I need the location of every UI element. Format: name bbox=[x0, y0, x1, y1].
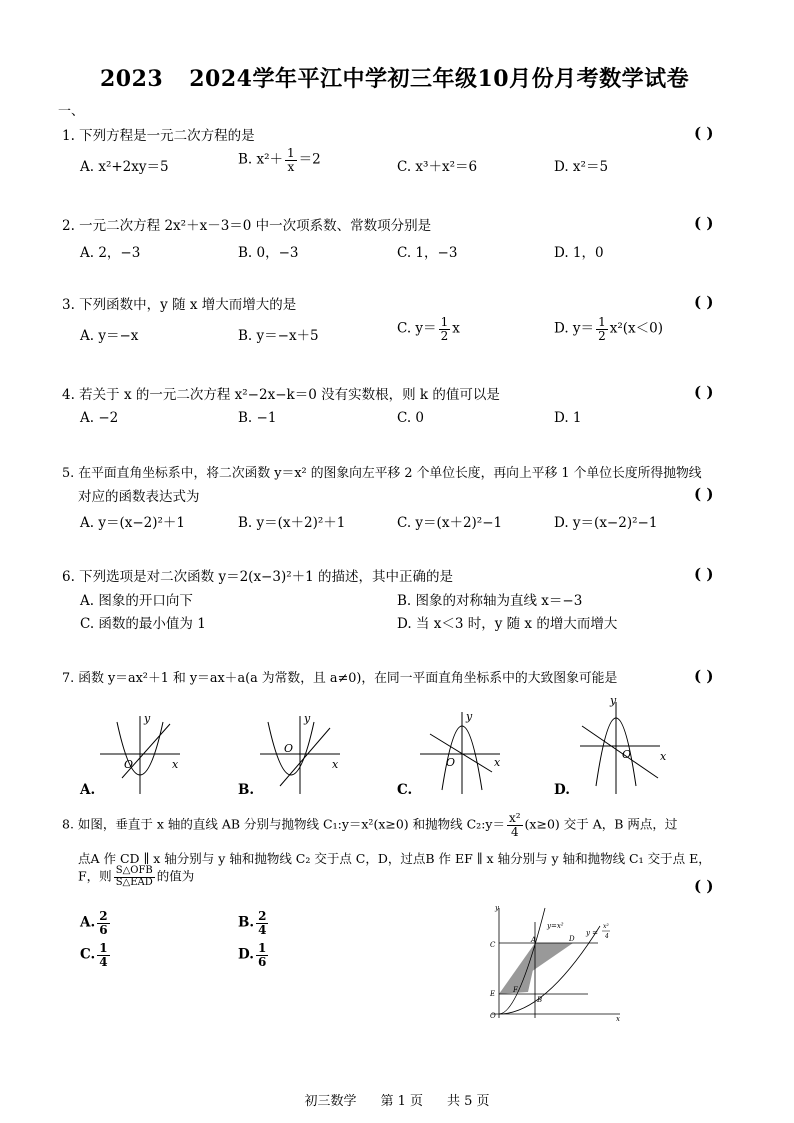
q3-c-frac bbox=[439, 316, 451, 342]
q8-e-label: E bbox=[490, 990, 496, 998]
q5-option-a: A. y＝(x−2)²＋1 bbox=[80, 515, 186, 531]
q8-a-num: 2 bbox=[99, 909, 108, 923]
q7-c-origin: O bbox=[446, 756, 456, 769]
q7-stem: 7. 函数 y＝ax²＋1 和 y＝ax＋a(a 为常数，且 a≠0)，在同一平面直角坐标系中的大致图象可能是 bbox=[62, 671, 618, 686]
q6-option-b: B. 图象的对称轴为直线 x＝−3 bbox=[397, 593, 583, 609]
q3-option-a: A. y＝−x bbox=[80, 328, 139, 344]
q1-b-num: 1 bbox=[287, 146, 295, 160]
q7-graph-c bbox=[420, 712, 500, 794]
q7-d-origin: O bbox=[622, 748, 632, 761]
q8-line1-pre: 8. 如图，垂直于 x 轴的直线 AB 分别与抛物线 C₁:y＝x²(x≥0) 和抛物线 C₂:y＝ bbox=[62, 816, 505, 832]
q5-option-d: D. y＝(x−2)²−1 bbox=[554, 515, 658, 531]
title-year-start: 2023 bbox=[100, 66, 164, 92]
q3-option-d bbox=[554, 316, 663, 342]
q8-d-frac bbox=[256, 942, 268, 968]
q6-stem: 6. 下列选项是对二次函数 y＝2(x−3)²＋1 的描述，其中正确的是 bbox=[62, 569, 454, 585]
q1-option-c: C. x³＋x²＝6 bbox=[397, 159, 478, 175]
q8-option-d bbox=[238, 942, 270, 968]
q3-c-num: 1 bbox=[440, 315, 449, 329]
q1-b-pre: B. x²＋ bbox=[238, 151, 284, 168]
q7-a-x-label: x bbox=[172, 758, 179, 771]
title-rest: 2024学年平江中学初三年级10月份月考数学试卷 bbox=[189, 66, 690, 92]
q8-a-den: 6 bbox=[99, 922, 108, 937]
q7-option-b: B. bbox=[238, 782, 255, 798]
q3-option-c bbox=[397, 316, 460, 342]
q8-line3-pre: F，则 bbox=[78, 868, 112, 884]
q8-c-num: 1 bbox=[99, 941, 108, 955]
q4-option-a: A. −2 bbox=[80, 410, 119, 426]
q3-d-post: x²(x＜0) bbox=[609, 320, 663, 337]
q8-b-den: 4 bbox=[258, 922, 267, 937]
q8-line3-num: S△OFB bbox=[114, 866, 155, 878]
q7-d-x-label: x bbox=[660, 750, 667, 763]
q1-answer-paren: ( ) bbox=[694, 124, 714, 142]
q8-x-label: x bbox=[616, 1015, 620, 1023]
q8-option-b bbox=[238, 910, 270, 936]
q7-c-x-label: x bbox=[494, 756, 501, 769]
q2-answer-paren: ( ) bbox=[694, 214, 714, 232]
q4-option-b: B. −1 bbox=[238, 410, 277, 426]
q3-answer-paren: ( ) bbox=[694, 293, 714, 311]
q7-option-a: A. bbox=[80, 782, 96, 798]
q7-option-d: D. bbox=[554, 782, 570, 798]
q8-y-label: y bbox=[495, 904, 499, 912]
q8-d-label: D bbox=[569, 935, 575, 943]
q3-d-den: 2 bbox=[598, 328, 606, 343]
q3-d-pre: D. y＝ bbox=[554, 320, 595, 337]
q8-option-c bbox=[80, 942, 112, 968]
q7-graph-a bbox=[100, 716, 180, 794]
q8-a-pre: A. bbox=[80, 914, 96, 931]
q7-a-y-label: y bbox=[144, 712, 151, 725]
q8-c1-label: y=x² bbox=[547, 922, 564, 930]
footer-total: 共 5 页 bbox=[447, 1094, 490, 1109]
q7-b-line bbox=[280, 728, 330, 786]
q7-graph-b bbox=[260, 716, 340, 794]
q7-b-x-label: x bbox=[332, 758, 339, 771]
q8-line3-den: S△EAD bbox=[115, 876, 153, 888]
q3-option-b: B. y＝−x＋5 bbox=[238, 328, 319, 344]
page-footer bbox=[0, 1090, 794, 1109]
q8-line3-frac bbox=[114, 866, 155, 888]
q8-option-a bbox=[80, 910, 112, 936]
q2-option-c: C. 1，−3 bbox=[397, 245, 458, 261]
q8-stem-line1 bbox=[62, 812, 677, 838]
q8-a-frac bbox=[97, 910, 109, 936]
section-heading: 一、 bbox=[58, 104, 85, 119]
q1-option-a: A. x²+2xy＝5 bbox=[80, 159, 169, 175]
q7-option-c: C. bbox=[397, 782, 413, 798]
q7-b-origin: O bbox=[284, 742, 294, 755]
q1-option-d: D. x²＝5 bbox=[554, 159, 609, 175]
q8-stem-line3 bbox=[78, 866, 194, 888]
q5-option-b: B. y＝(x＋2)²＋1 bbox=[238, 515, 346, 531]
q8-triangle-ead bbox=[499, 943, 573, 994]
q8-b-label: B bbox=[537, 996, 543, 1004]
page-title bbox=[100, 62, 689, 93]
q1-stem: 1. 下列方程是一元二次方程的是 bbox=[62, 128, 255, 144]
q4-option-c: C. 0 bbox=[397, 410, 425, 426]
q8-o-label: O bbox=[490, 1012, 496, 1020]
q8-c2-label-num: x² bbox=[603, 923, 609, 930]
q5-stem-line1: 5. 在平面直角坐标系中，将二次函数 y＝x² 的图象向左平移 2 个单位长度，再向上平移 1 个单位长度所得抛物线 bbox=[62, 466, 702, 481]
q8-a-label: A bbox=[531, 936, 537, 944]
q6-answer-paren: ( ) bbox=[694, 565, 714, 583]
q6-option-a: A. 图象的开口向下 bbox=[80, 593, 193, 609]
q5-option-c: C. y＝(x＋2)²−1 bbox=[397, 515, 503, 531]
q8-line3-post: 的值为 bbox=[156, 868, 195, 884]
q4-option-d: D. 1 bbox=[554, 410, 582, 426]
q8-c2-label-pre: y = bbox=[586, 929, 599, 937]
q7-d-y-label: y bbox=[610, 694, 617, 707]
q8-line1-den: 4 bbox=[510, 824, 519, 839]
q8-b-frac bbox=[256, 910, 268, 936]
q8-line1-post: (x≥0) 交于 A，B 两点，过 bbox=[524, 816, 678, 832]
footer-subject: 初三数学 bbox=[304, 1094, 357, 1109]
q8-b-num: 2 bbox=[258, 909, 267, 923]
q8-curve-c2 bbox=[499, 926, 600, 1014]
q1-b-post: ＝2 bbox=[298, 151, 321, 168]
q7-c-line bbox=[430, 734, 492, 772]
q3-d-frac bbox=[596, 316, 608, 342]
q5-stem-line2: 对应的函数表达式为 bbox=[78, 489, 200, 505]
q2-option-a: A. 2，−3 bbox=[80, 245, 141, 261]
q1-b-frac bbox=[285, 147, 297, 173]
q8-f-label: F bbox=[513, 986, 518, 994]
q1-option-b bbox=[238, 147, 321, 173]
q8-c-den: 4 bbox=[99, 954, 108, 969]
q2-stem: 2. 一元二次方程 2x²＋x－3＝0 中一次项系数、常数项分别是 bbox=[62, 218, 432, 234]
q1-b-den: x bbox=[287, 159, 295, 174]
q5-answer-paren: ( ) bbox=[694, 485, 714, 503]
q8-d-num: 1 bbox=[257, 941, 267, 955]
q8-figure bbox=[470, 900, 630, 1025]
q4-stem: 4. 若关于 x 的一元二次方程 x²−2x−k＝0 没有实数根，则 k 的值可以是 bbox=[62, 387, 500, 403]
q8-line1-num: x² bbox=[508, 811, 521, 825]
q8-c2-label-den: 4 bbox=[605, 933, 609, 940]
q3-c-pre: C. y＝ bbox=[397, 320, 437, 337]
q8-c-label: C bbox=[490, 941, 496, 949]
q3-c-post: x bbox=[452, 320, 460, 337]
q8-d-pre: D. bbox=[238, 946, 254, 963]
q8-stem-line2: 点A 作 CD ∥ x 轴分别与 y 轴和抛物线 C₂ 交于点 C，D，过点B 作 EF ∥ x 轴分别与 y 轴和抛物线 C₁ 交于点 E， bbox=[78, 851, 711, 866]
q7-c-y-label: y bbox=[466, 710, 473, 723]
q7-d-line bbox=[582, 726, 658, 778]
q8-c-frac bbox=[97, 942, 109, 968]
q2-option-d: D. 1，0 bbox=[554, 245, 604, 261]
q8-line1-frac bbox=[507, 812, 523, 838]
q6-option-c: C. 函数的最小值为 1 bbox=[80, 616, 206, 632]
q7-b-y-label: y bbox=[304, 712, 311, 725]
q3-c-den: 2 bbox=[440, 328, 449, 343]
q3-stem: 3. 下列函数中，y 随 x 增大而增大的是 bbox=[62, 297, 297, 313]
q8-b-pre: B. bbox=[238, 914, 255, 931]
q7-answer-paren: ( ) bbox=[694, 667, 714, 685]
q7-graph-d bbox=[580, 702, 660, 794]
q2-option-b: B. 0，−3 bbox=[238, 245, 299, 261]
q6-option-d: D. 当 x＜3 时，y 随 x 的增大而增大 bbox=[397, 616, 618, 632]
footer-page: 第 1 页 bbox=[380, 1094, 423, 1109]
q8-c-pre: C. bbox=[80, 946, 96, 963]
q4-answer-paren: ( ) bbox=[694, 383, 714, 401]
q7-a-origin: O bbox=[124, 758, 134, 771]
q8-answer-paren: ( ) bbox=[694, 877, 714, 895]
q8-d-den: 6 bbox=[257, 954, 267, 969]
q3-d-num: 1 bbox=[598, 315, 606, 329]
